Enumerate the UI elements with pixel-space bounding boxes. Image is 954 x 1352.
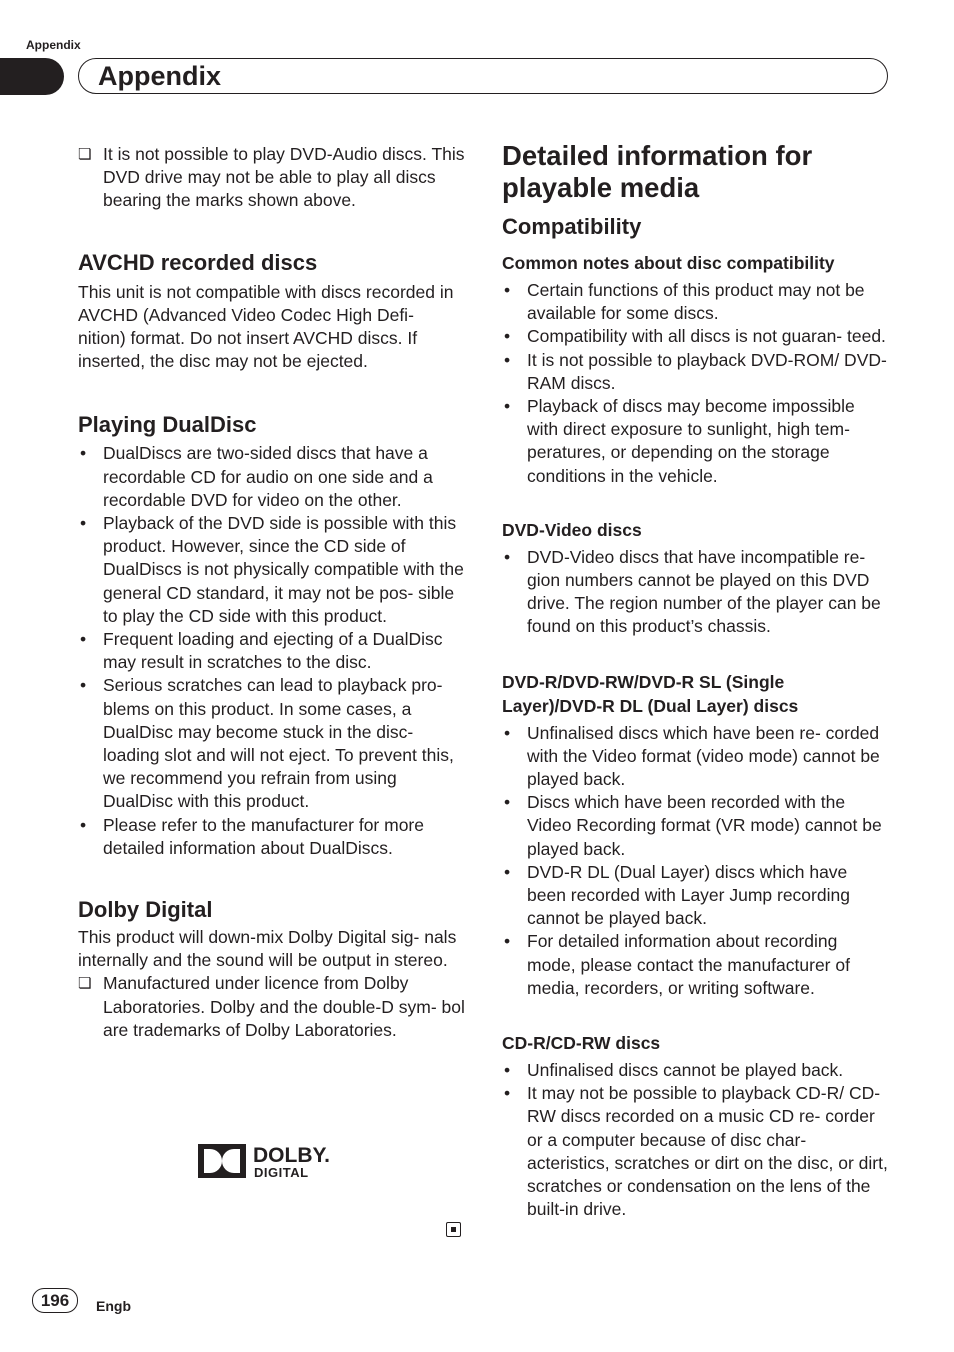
list-item: • It may not be possible to playback CD-R/ CD-RW discs recorded on a music CD re- corder or a computer because of disc char- acteristics, scratches or dirt on the disc, or dirt, scratches or condensation on the lens of the built-in drive. xyxy=(502,1082,888,1221)
dvd-video-heading: DVD-Video discs xyxy=(502,519,642,540)
list-item: • Certain functions of this product may not be available for some discs. xyxy=(502,279,888,325)
dolby-logo-sub: DIGITAL xyxy=(254,1165,309,1180)
dolby-digital-logo xyxy=(198,1140,348,1182)
dvd-r-list xyxy=(502,722,888,1000)
avchd-heading: AVCHD recorded discs xyxy=(78,249,318,275)
cd-r-heading: CD-R/CD-RW discs xyxy=(502,1033,661,1054)
cd-r-list xyxy=(502,1059,888,1221)
intro-note: ❏ It is not possible to play DVD-Audio discs. This DVD drive may not be able to play all discs bearing the marks shown above. xyxy=(78,143,466,213)
dolby-logo-word: DOLBY. xyxy=(253,1144,331,1167)
list-item: • Please refer to the manufacturer for more detailed information about DualDiscs. xyxy=(78,814,466,860)
dolby-double-d-icon xyxy=(198,1140,348,1182)
list-item: • Playback of the DVD side is possible with this product. However, since the CD side of DualDiscs is not physically compatible with the general CD standard, it may not be pos- sible to play the CD side with this product. xyxy=(78,512,466,628)
common-notes-list xyxy=(502,279,888,488)
right-column xyxy=(502,140,888,1222)
dolby-trademark-note: ❏ Manufactured under licence from Dolby Laboratories. Dolby and the double-D sym- bol are trademarks of Dolby Laboratories. xyxy=(78,972,466,1042)
section-tab xyxy=(0,58,64,95)
left-column xyxy=(78,143,466,1042)
dualdisc-list xyxy=(78,442,466,860)
list-item: • Compatibility with all discs is not guaran- teed. xyxy=(502,325,888,348)
list-item: • Discs which have been recorded with the Video Recording format (VR mode) cannot be played back. xyxy=(502,791,888,861)
section-title: Detailed information for playable media xyxy=(502,140,813,203)
dolby-heading: Dolby Digital xyxy=(78,897,213,923)
list-item: • Unfinalised discs cannot be played back. xyxy=(502,1059,888,1082)
list-item: • DVD-R DL (Dual Layer) discs which have been recorded with Layer Jump recording cannot be played back. xyxy=(502,861,888,931)
list-item: • Playback of discs may become impossible with direct exposure to sunlight, high tem- peratures, or depending on the storage conditions in the vehicle. xyxy=(502,395,888,488)
avchd-body: This unit is not compatible with discs recorded in AVCHD (Advanced Video Codec High Defi- nition) format. Do not insert AVCHD discs. If inserted, the disc may not be ejected. xyxy=(78,281,454,372)
dolby-notes xyxy=(78,972,466,1042)
section-end-icon xyxy=(446,1222,461,1237)
page-number: 196 xyxy=(32,1288,78,1313)
list-item: • Frequent loading and ejecting of a DualDisc may result in scratches to the disc. xyxy=(78,628,466,674)
compatibility-heading: Compatibility xyxy=(502,214,642,239)
list-item: • DualDiscs are two-sided discs that have a recordable CD for audio on one side and a recordable DVD for video on the other. xyxy=(78,442,466,512)
list-item: • For detailed information about recording mode, please contact the manufacturer of media, recorders, or writing software. xyxy=(502,930,888,1000)
language-code: Engb xyxy=(96,1298,131,1314)
dvd-video-list xyxy=(502,546,888,639)
common-notes-heading: Common notes about disc compatibility xyxy=(502,253,835,273)
page-title: Appendix xyxy=(98,61,222,91)
list-item: • Unfinalised discs which have been re- corded with the Video format (video mode) cannot be played back. xyxy=(502,722,888,792)
list-item: • DVD-Video discs that have incompatible re- gion numbers cannot be played on this DVD drive. The region number of the player can be found on this product’s chassis. xyxy=(502,546,888,639)
list-item: • It is not possible to playback DVD-ROM/ DVD-RAM discs. xyxy=(502,349,888,395)
dvd-r-heading: DVD-R/DVD-RW/DVD-R SL (Single Layer)/DVD-R DL (Dual Layer) discs xyxy=(502,671,799,716)
list-item: • Serious scratches can lead to playback pro- blems on this product. In some cases, a DualDisc may become stuck in the disc- loading slot and will not eject. To prevent this, we recommend you refrain from using DualDisc with this product. xyxy=(78,674,466,813)
dualdisc-heading: Playing DualDisc xyxy=(78,412,257,438)
dolby-body: This product will down-mix Dolby Digital sig- nals internally and the sound will be output in stereo. xyxy=(78,927,457,971)
running-header: Appendix xyxy=(26,38,81,52)
